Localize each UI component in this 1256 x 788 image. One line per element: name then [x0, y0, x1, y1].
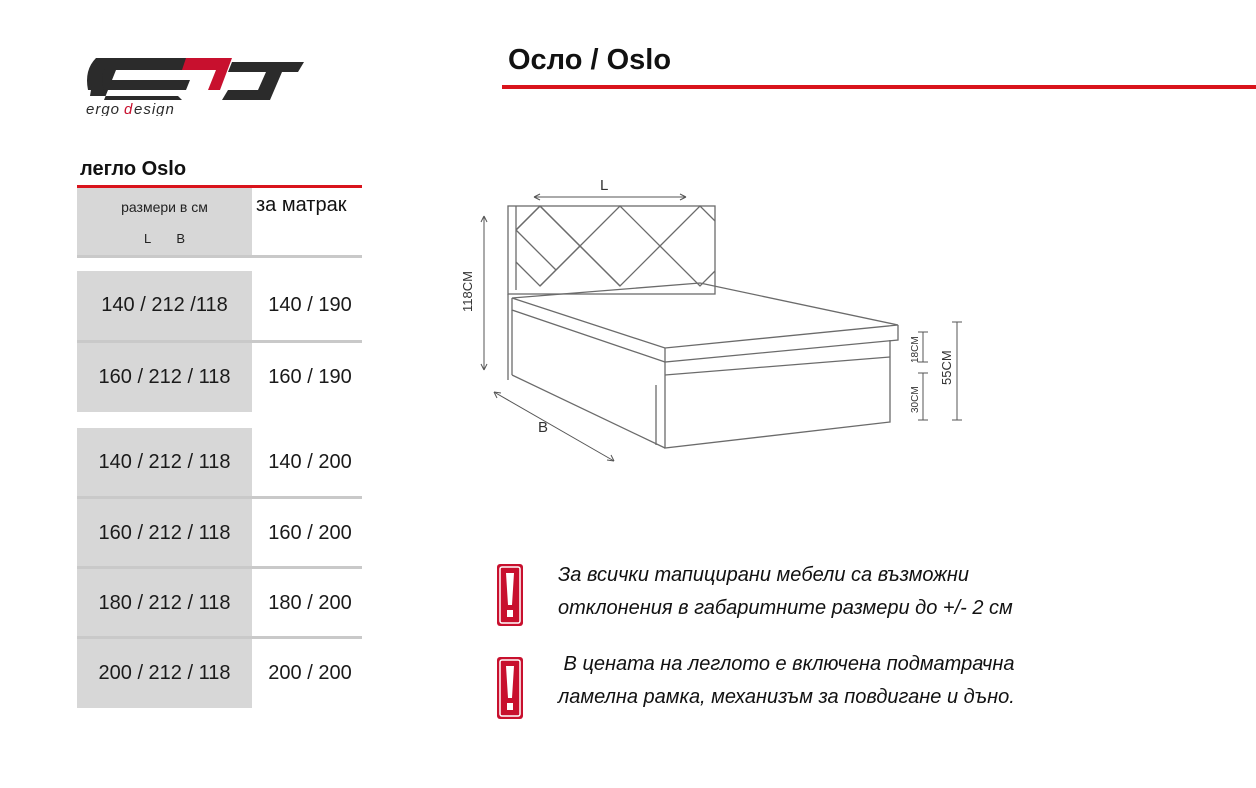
header-dims-label: размери в см: [121, 199, 208, 215]
row-dims: 160 / 212 / 118: [77, 499, 252, 568]
header-mattress-label: за матрак: [256, 194, 347, 216]
row-dims: 140 / 212 / 118: [77, 428, 252, 497]
headboard-shape: [508, 206, 715, 294]
table-row: [77, 569, 362, 638]
page-title: Осло / Oslo: [508, 44, 672, 76]
bed-height-label: 55CM: [939, 350, 954, 385]
note-2-line-1: В цената на леглото е включена подматрачна: [558, 653, 1015, 675]
row-mattress: 140 / 200: [268, 451, 352, 473]
row-divider: [77, 255, 362, 258]
bed-line-drawing: [450, 170, 980, 470]
table-row: [77, 428, 362, 497]
row-mattress: 180 / 200: [268, 592, 352, 614]
height-label: 118CM: [460, 271, 475, 312]
header-lb-label: L B: [143, 231, 186, 246]
svg-text:ergo: ergo: [86, 101, 121, 116]
table-row: [77, 499, 362, 568]
note-1: [558, 559, 1013, 625]
width-label: B: [538, 419, 549, 436]
ergodesign-logo-icon: [82, 50, 304, 116]
row-mattress: 160 / 200: [268, 522, 352, 544]
note-1-line-1: За всички тапицирани мебели са възможни: [558, 564, 970, 586]
row-mattress: 140 / 190: [268, 294, 352, 316]
svg-text:d: d: [124, 101, 134, 116]
table-row: [77, 271, 362, 340]
warning-icon: [496, 656, 524, 720]
warning-icon: [496, 563, 524, 627]
table-row: [77, 639, 362, 708]
table-row: [77, 343, 362, 412]
base-height-label: 30CM: [910, 386, 921, 413]
row-mattress: 200 / 200: [268, 662, 352, 684]
note-2-line-2: ламелна рамка, механизъм за повдигане и дъно.: [558, 686, 1015, 708]
row-dims: 140 / 212 /118: [77, 271, 252, 340]
note-1-line-2: отклонения в габаритните размери до +/- 2 см: [558, 597, 1013, 619]
svg-text:esign: esign: [134, 101, 175, 116]
title-divider: [502, 85, 1256, 89]
bed-diagram: [450, 170, 980, 470]
row-dims: 180 / 212 / 118: [77, 569, 252, 638]
row-mattress: 160 / 190: [268, 366, 352, 388]
row-dims: 160 / 212 / 118: [77, 343, 252, 412]
brand-logo: [82, 50, 304, 116]
mattress-height-label: 18CM: [910, 336, 921, 363]
row-dims: 200 / 212 / 118: [77, 639, 252, 708]
table-title: легло Oslo: [80, 158, 187, 180]
length-label: L: [600, 177, 609, 194]
note-2: [558, 648, 1015, 714]
